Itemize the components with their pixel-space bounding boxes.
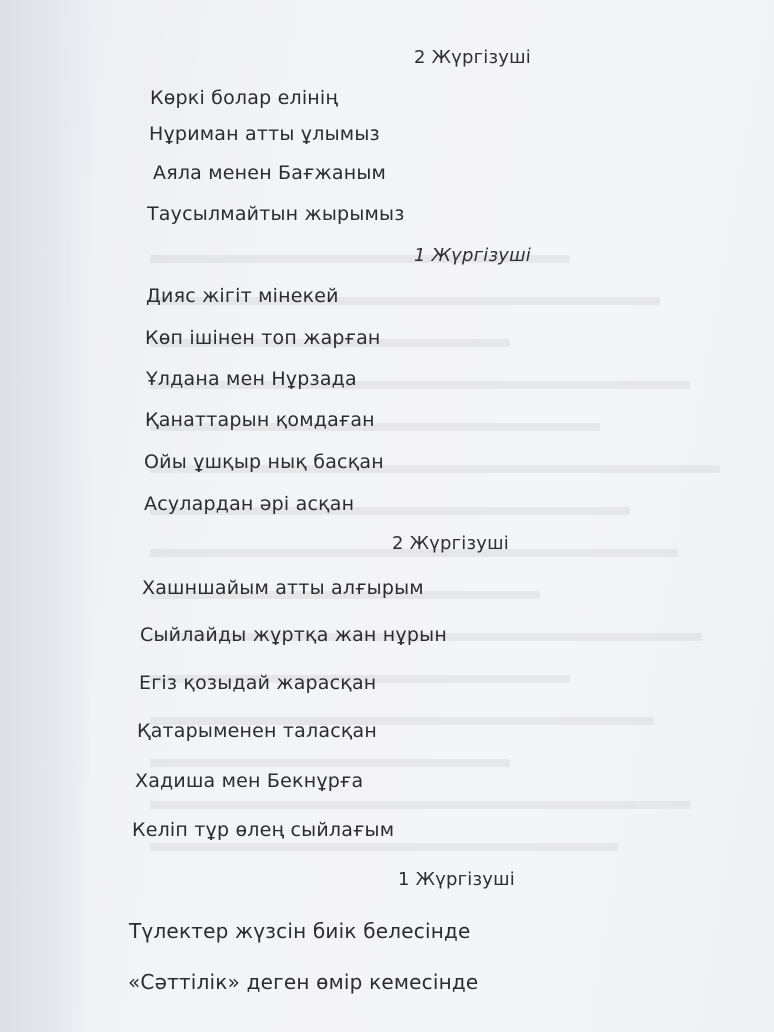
speaker-heading: 1 Жүргізуші bbox=[414, 245, 531, 266]
verse-line: Дияс жігіт мінекей bbox=[146, 285, 339, 307]
verse-line: Хашншайым атты алғырым bbox=[142, 577, 424, 599]
verse-line: Келіп тұр өлең сыйлағым bbox=[132, 819, 395, 841]
verse-line: Көркі болар елінің bbox=[150, 87, 339, 109]
page-shadow-edge bbox=[0, 0, 92, 1032]
verse-line: Нұриман атты ұлымыз bbox=[149, 123, 380, 145]
verse-line: «Сәттілік» деген өмір кемесінде bbox=[128, 970, 479, 994]
verse-line: Аяла менен Бағжаным bbox=[153, 162, 387, 184]
verse-line: Көп ішінен топ жарған bbox=[145, 327, 381, 349]
verse-line: Егіз қозыдай жарасқан bbox=[139, 672, 377, 694]
verse-line: Қатарыменен таласқан bbox=[137, 720, 377, 742]
verse-line: Түлектер жүзсін биік белесінде bbox=[129, 919, 471, 943]
speaker-heading: 1 Жүргізуші bbox=[398, 869, 515, 890]
speaker-heading: 2 Жүргізуші bbox=[414, 47, 531, 68]
verse-line: Қанаттарын қомдаған bbox=[145, 409, 375, 431]
verse-line: Ұлдана мен Нұрзада bbox=[146, 368, 357, 390]
verse-line: Сыйлайды жұртқа жан нұрын bbox=[140, 624, 447, 646]
verse-line: Ойы ұшқыр нық басқан bbox=[144, 451, 384, 473]
verse-line: Хадиша мен Бекнұрға bbox=[135, 770, 364, 792]
verse-line: Таусылмайтын жырымыз bbox=[147, 203, 405, 225]
speaker-heading: 2 Жүргізуші bbox=[392, 533, 509, 554]
verse-line: Асулардан әрі асқан bbox=[144, 493, 355, 515]
